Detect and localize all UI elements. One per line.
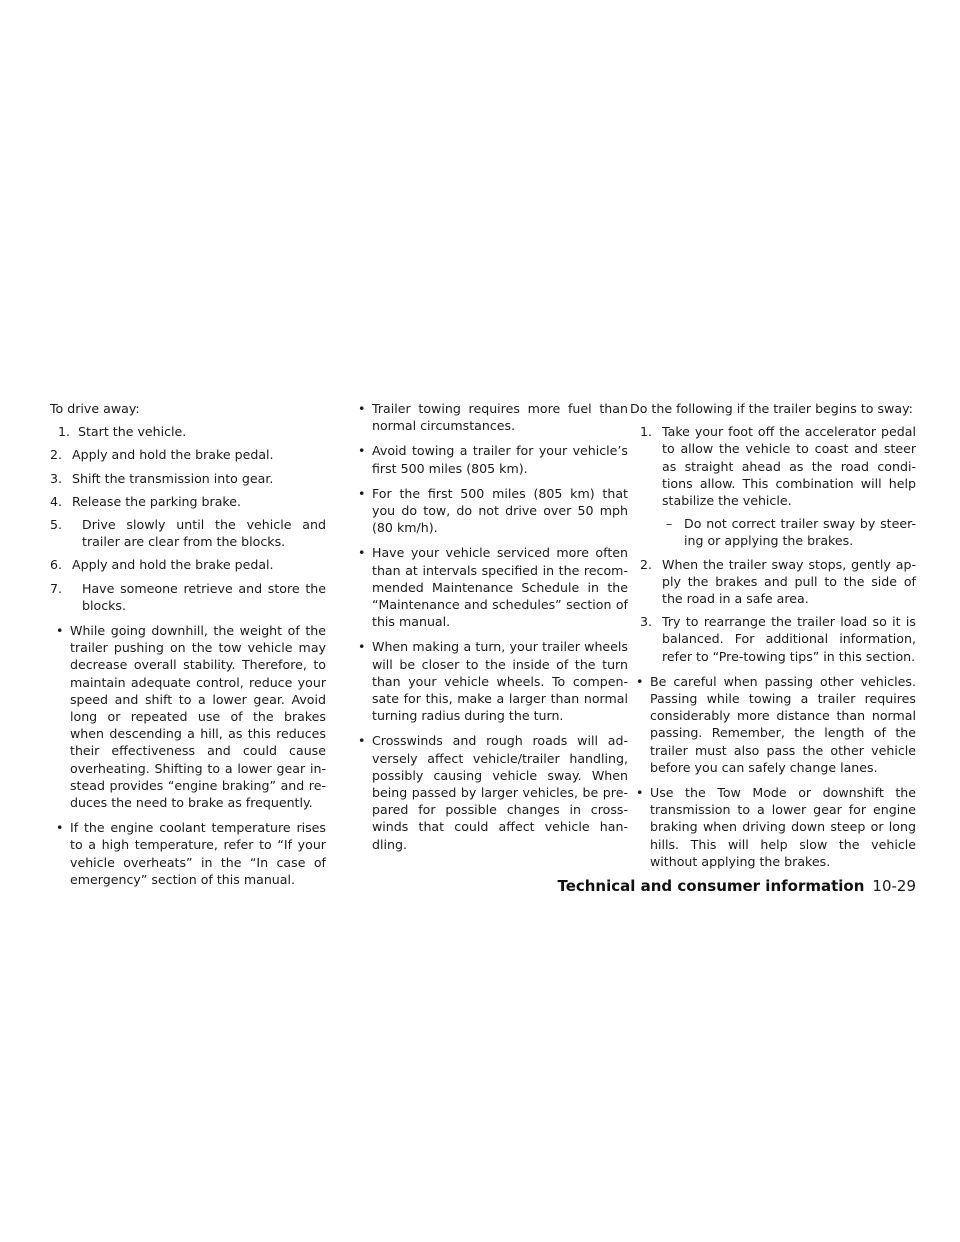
bullet-item [352,732,628,852]
bullet-item [352,485,628,537]
step-number: 7. [50,580,63,596]
list-item [50,493,326,510]
step-text: Release the parking brake. [72,493,242,509]
bullet-item [630,784,916,870]
bullet-marker: • [56,623,64,639]
dash-text: Do not correct trailer sway by steer-ing or applying the brakes. [684,516,916,549]
list-item [50,556,326,573]
step-text: Take your foot off the accelerator pedal to allow the vehicle to coast and steer as straight ahead as the road condi-tions allow. This combination will help stabilize the vehicle. [662,424,916,509]
bullet-marker: • [358,401,366,416]
bullet-text: For the first 500 miles (805 km) that you do tow, do not drive over 50 mph (80 km/h). [372,485,628,536]
step-text: Shift the transmission into gear. [72,470,274,486]
bullet-item [50,622,326,811]
step-text: Apply and hold the brake pedal. [72,447,274,463]
list-item [50,423,326,440]
bullet-item [50,819,326,888]
bullet-marker: • [358,733,366,749]
step-text: Apply and hold the brake pedal. [72,557,274,573]
step-number: 5. [50,517,63,533]
step-number: 6. [50,557,63,573]
column-middle [352,400,628,853]
column-right [630,400,916,870]
step-number: 4. [50,493,63,509]
bullet-item [352,544,628,630]
bullet-item [352,638,628,724]
step-number: 1. [58,424,71,440]
bullet-marker: • [56,820,64,836]
step-number: 2. [50,447,63,463]
list-item [630,613,916,665]
page-footer [557,876,916,896]
step-text: Try to rearrange the trailer load so it is balanced. For additional information, refer to “Pre-towing tips” in this section. [662,614,916,664]
step-text: Drive slowly until the vehicle and trailer are clear from the blocks. [82,517,326,550]
bullet-text: If the engine coolant temperature rises to a high temperature, refer to “If your vehicle overheats” in the “In case of emergency” section of this manual. [70,820,326,887]
list-item [50,580,326,614]
bullet-text: Have your vehicle serviced more often than at intervals specified in the recom-mended Maintenance Schedule in the “Maintenance and schedules” section of this manual. [372,545,628,630]
bullet-marker: • [358,443,366,459]
bullet-marker: • [636,785,644,801]
bullet-item [352,442,628,476]
bullet-marker: • [636,673,644,689]
step-text: Have someone retrieve and store the blocks. [82,580,326,613]
dash-marker: – [666,516,673,532]
list-item [50,516,326,550]
column-left [50,400,326,888]
list-item [630,556,916,608]
bullet-marker: • [358,639,366,655]
bullet-text: While going downhill, the weight of the trailer pushing on the tow vehicle may decrease overall stability. Therefore, to maintain adequate control, reduce your speed and shift to a lower gear. Avoid long or repeated use of the brakes when descending a hill, as this reduces their effectiveness and could cause overheating. Shifting to a lower gear in-stead provides “engine braking” and re-duces the need to brake as frequently. [70,623,326,811]
dash-item [630,515,916,549]
intro-text: Do the following if the trailer begins to sway: [630,401,913,416]
step-number: 3. [50,470,63,486]
step-text: Start the vehicle. [78,424,187,440]
list-item [50,470,326,487]
step-number: 1. [640,424,653,440]
list-item [50,446,326,463]
bullet-marker: • [358,485,366,501]
page-number: 10-29 [872,877,916,895]
step-text: When the trailer sway stops, gently ap-ply the brakes and pull to the side of the road in a safe area. [662,556,916,607]
intro-text: To drive away: [50,401,140,416]
bullet-text: When making a turn, your trailer wheels will be closer to the inside of the turn than your vehicle wheels. To compen-sate for this, make a larger than normal turning radius during the turn. [372,639,628,724]
bullet-text: Trailer towing requires more fuel than normal circumstances. [372,401,628,434]
section-title: Technical and consumer information [557,877,865,895]
bullet-item [352,400,628,434]
list-item [630,423,916,509]
bullet-item [630,673,916,776]
bullet-text: Crosswinds and rough roads will ad-versely affect vehicle/trailer handling, possibly causing vehicle sway. When being passed by larger vehicles, be pre-pared for possible changes in cross-winds that could affect vehicle han-dling. [372,733,628,852]
bullet-text: Be careful when passing other vehicles. Passing while towing a trailer requires considerably more distance than normal passing. Remember, the length of the trailer must also pass the other vehicle before you can safely change lanes. [650,673,916,775]
bullet-marker: • [358,545,366,561]
step-number: 2. [640,556,653,572]
bullet-text: Use the Tow Mode or downshift the transmission to a lower gear for engine braking when driving down steep or long hills. This will help slow the vehicle without applying the brakes. [650,785,916,869]
step-number: 3. [640,614,653,630]
bullet-text: Avoid towing a trailer for your vehicle’s first 500 miles (805 km). [372,443,628,476]
